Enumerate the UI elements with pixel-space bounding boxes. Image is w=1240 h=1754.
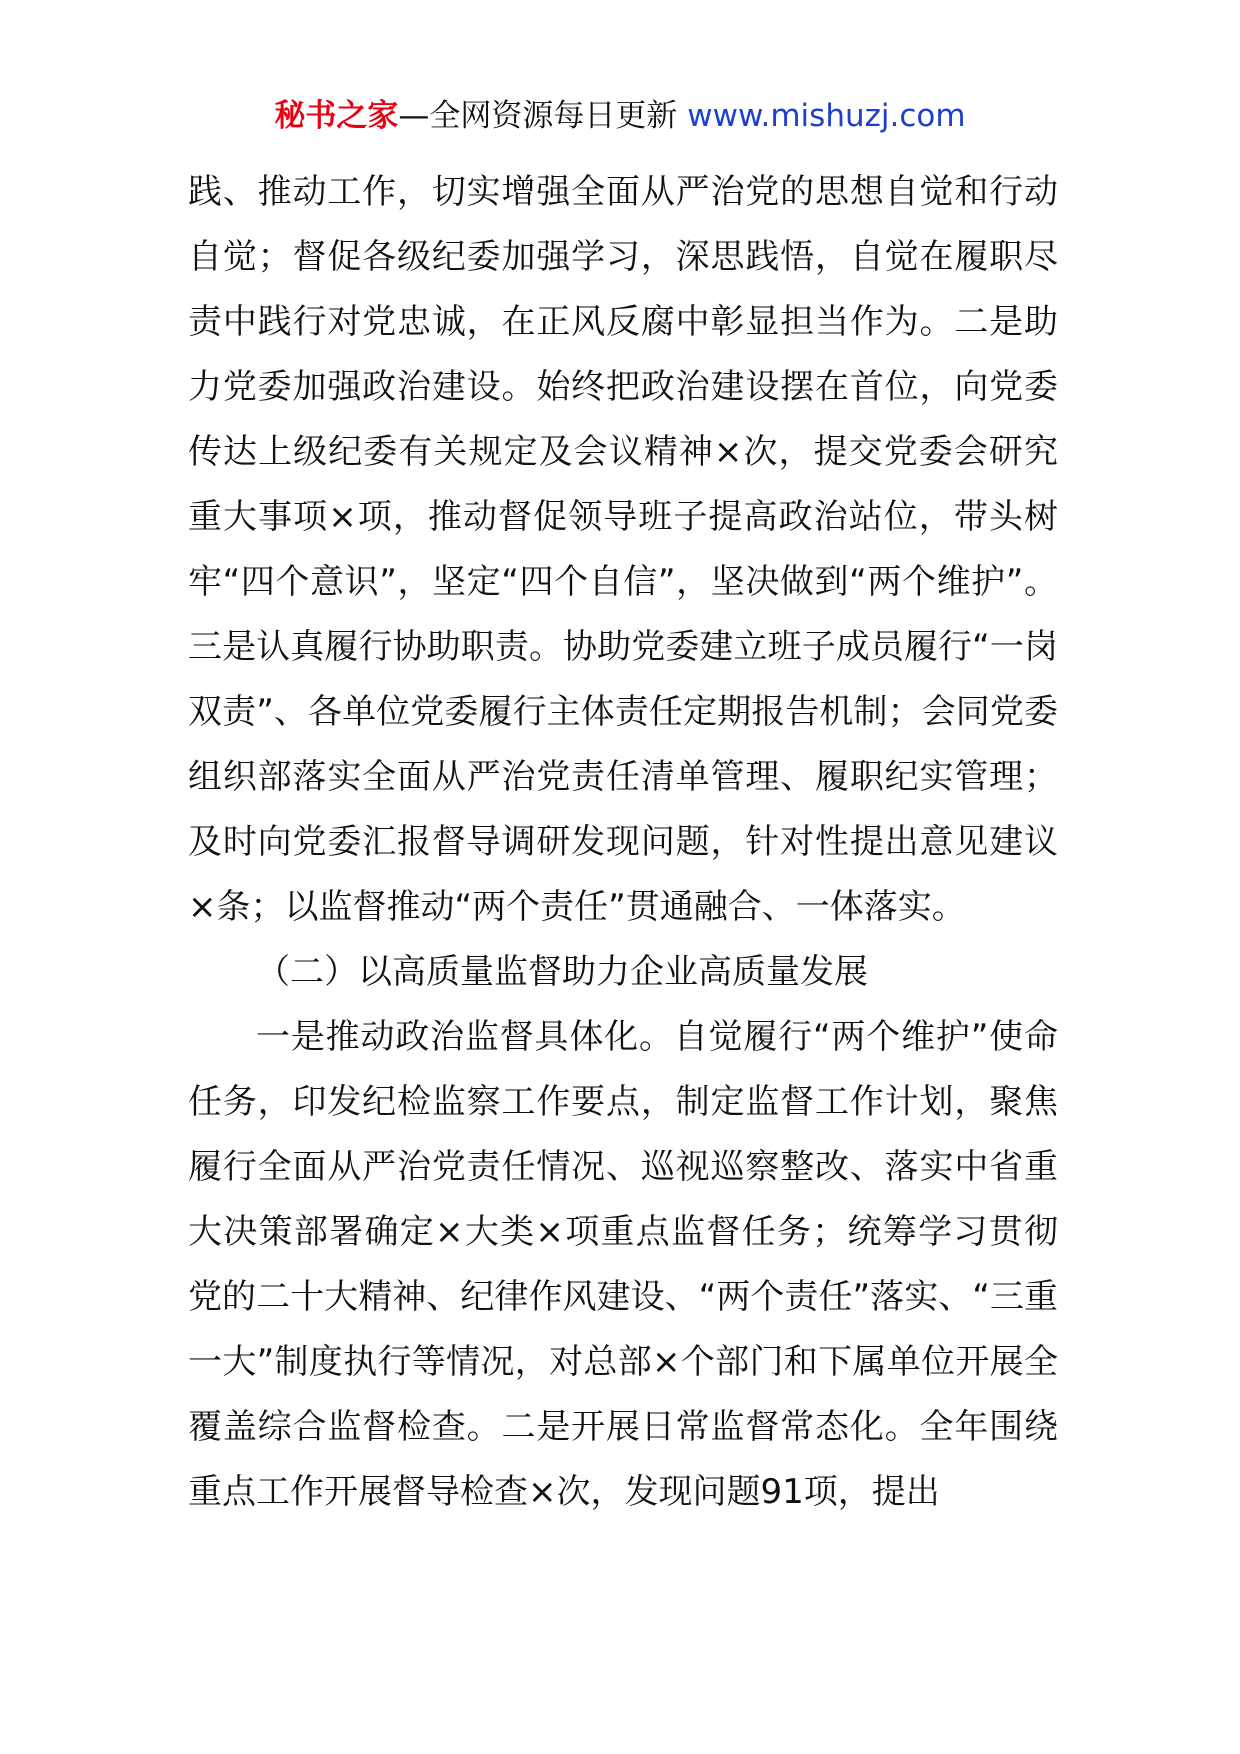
document-body	[188, 160, 1058, 1525]
paragraph-continuation: 践、推动工作，切实增强全面从严治党的思想自觉和行动自觉；督促各级纪委加强学习，深思践悟，自觉在履职尽责中践行对党忠诚，在正风反腐中彰显担当作为。二是助力党委加强政治建设。始终把政治建设摆在首位，向党委传达上级纪委有关规定及会议精神×次，提交党委会研究重大事项×项，推动督促领导班子提高政治站位，带头树牢“四个意识”，坚定“四个自信”，坚决做到“两个维护”。三是认真履行协助职责。协助党委建立班子成员履行“一岗双责”、各单位党委履行主体责任定期报告机制；会同党委组织部落实全面从严治党责任清单管理、履职纪实管理；及时向党委汇报督导调研发现问题，针对性提出意见建议×条；以监督推动“两个责任”贯通融合、一体落实。	[188, 172, 1058, 927]
header-tagline: —全网资源每日更新	[398, 98, 678, 134]
brand-name: 秘书之家	[274, 98, 399, 134]
section-heading: （二）以高质量监督助力企业高质量发展	[256, 952, 868, 992]
header-url[interactable]: www.mishuzj.com	[687, 98, 966, 134]
page-header	[0, 98, 1240, 135]
paragraph: 一是推动政治监督具体化。自觉履行“两个维护”使命任务，印发纪检监察工作要点，制定监督工作计划，聚焦履行全面从严治党责任情况、巡视巡察整改、落实中省重大决策部署确定×大类×项重点监督任务；统筹学习贯彻党的二十大精神、纪律作风建设、“两个责任”落实、“三重一大”制度执行等情况，对总部×个部门和下属单位开展全覆盖综合监督检查。二是开展日常监督常态化。全年围绕重点工作开展督导检查×次，发现问题91项，提出	[188, 1017, 1058, 1512]
